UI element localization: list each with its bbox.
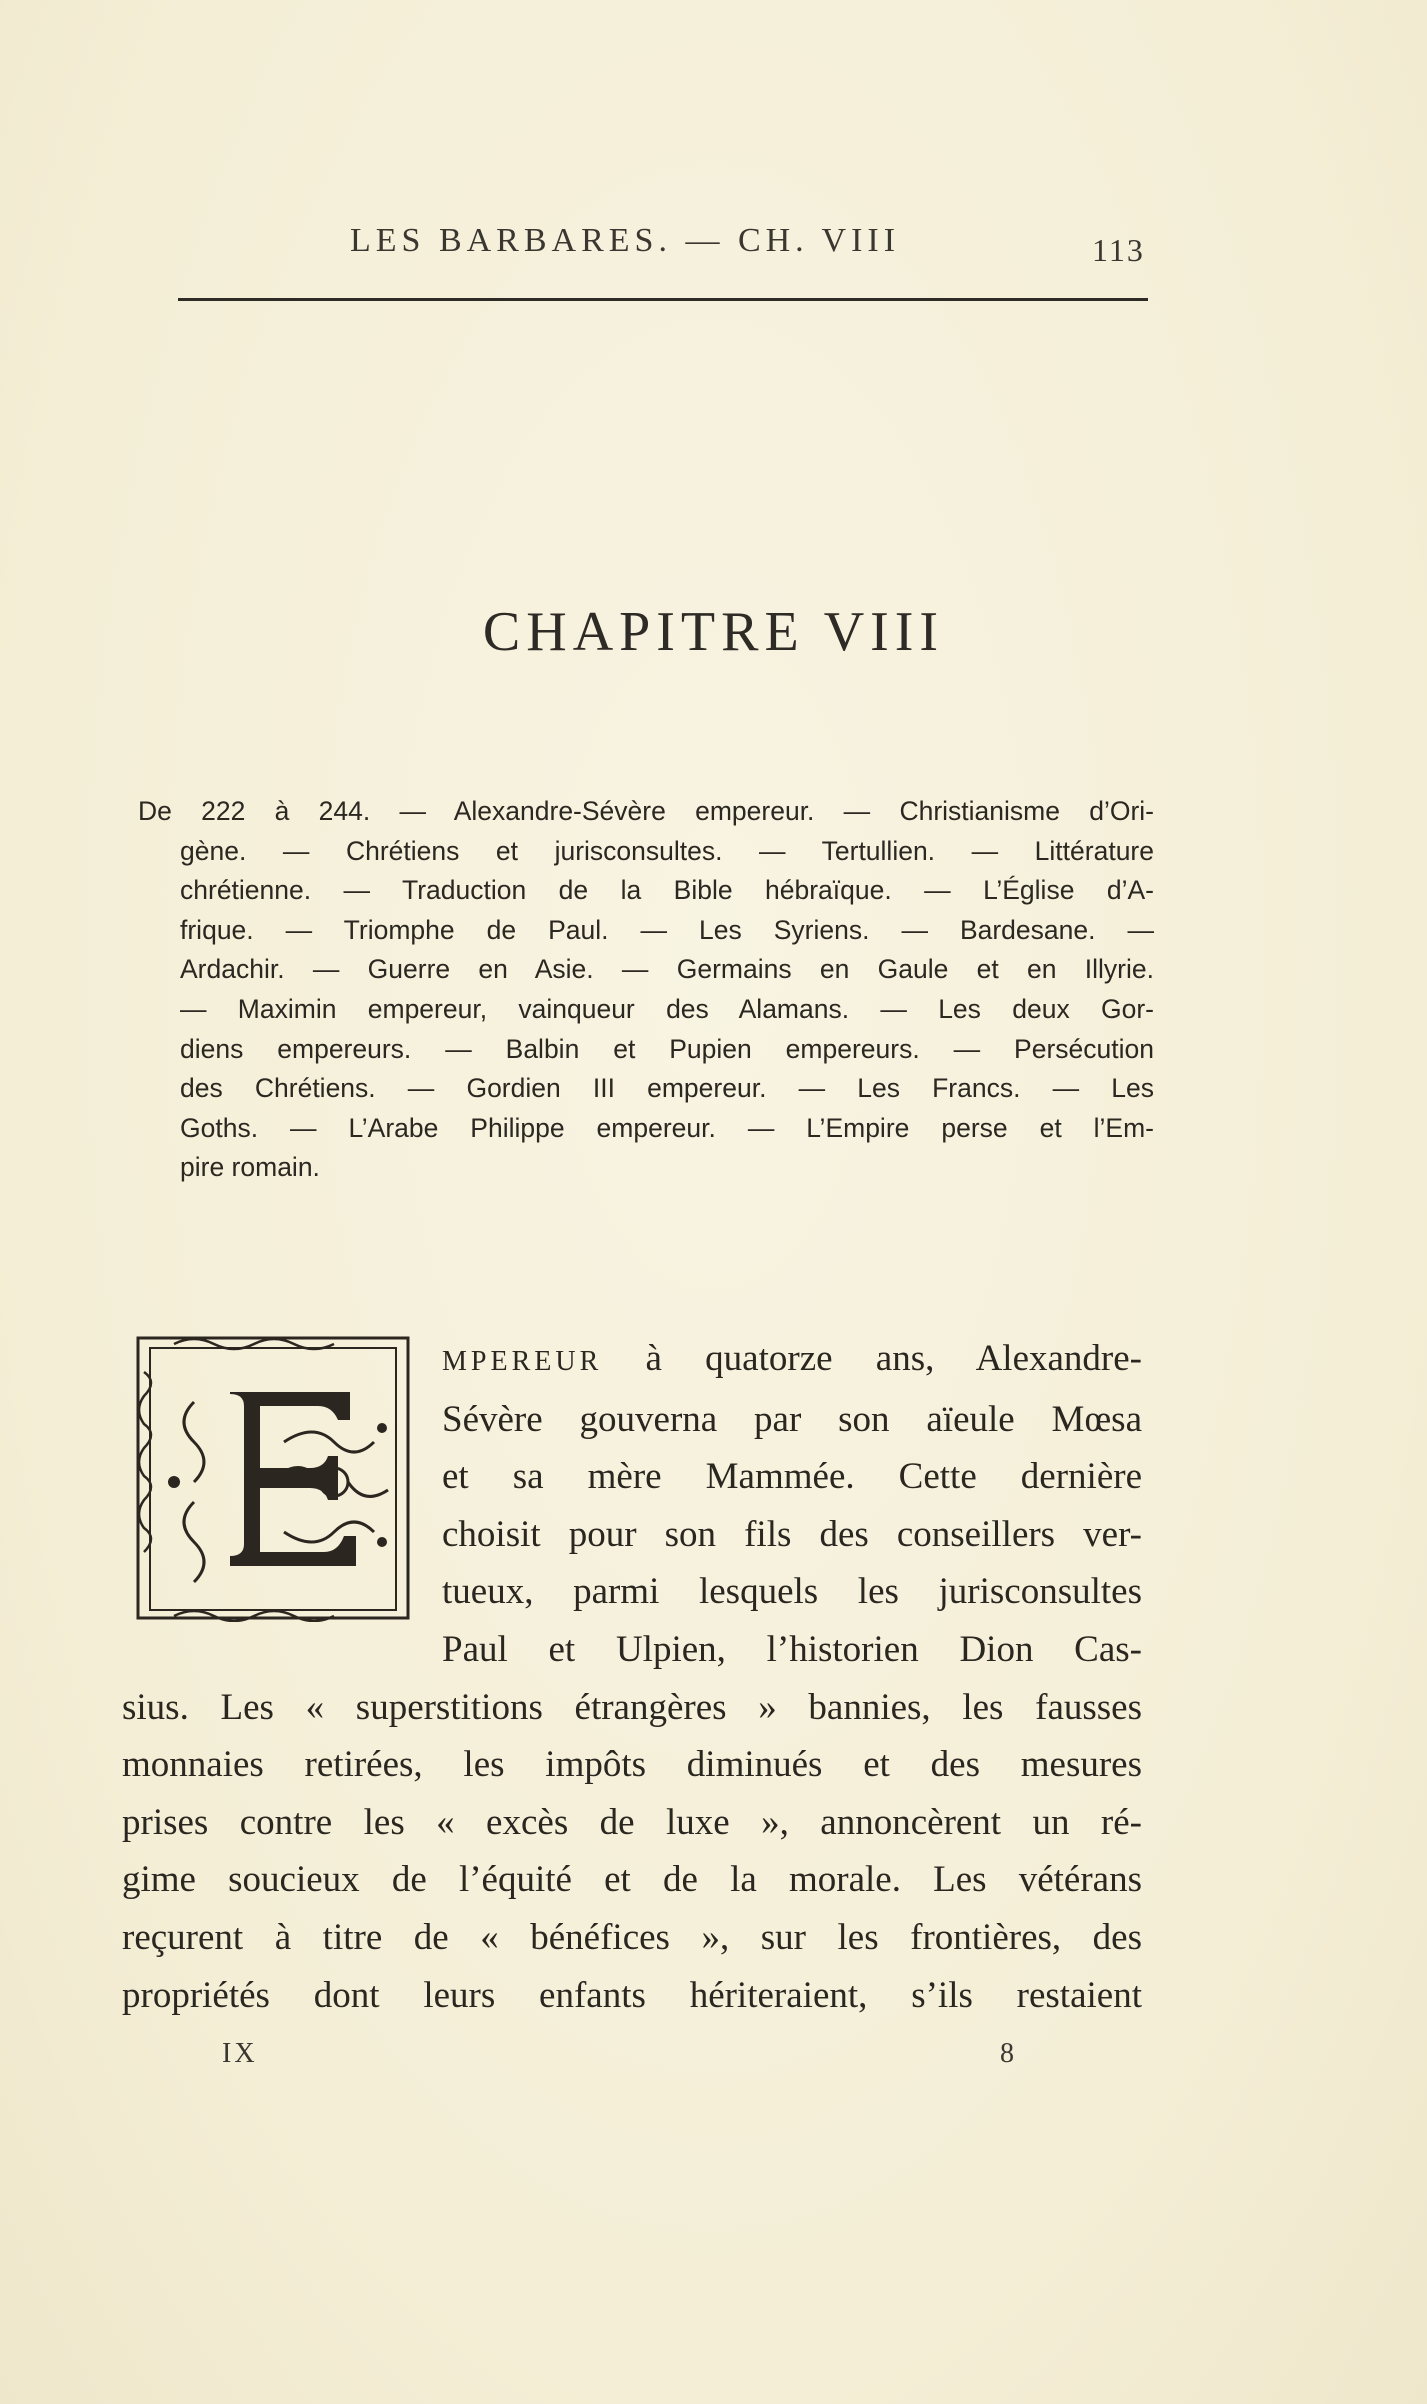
summary-line: Ardachir. — Guerre en Asie. — Germains en Gaule et en Illyrie. xyxy=(180,954,1154,985)
body-line: reçurent à titre de « bénéfices », sur les frontières, des xyxy=(122,1916,1142,1958)
body-line: Paul et Ulpien, l’historien Dion Cas- xyxy=(442,1628,1142,1670)
summary-line: des Chrétiens. — Gordien III empereur. — Les Francs. — Les xyxy=(180,1073,1154,1104)
summary-line: — Maximin empereur, vainqueur des Alamans. — Les deux Gor- xyxy=(180,993,1154,1024)
summary-line: diens empereurs. — Balbin et Pupien empereurs. — Persécution xyxy=(180,1033,1154,1064)
signature-volume: IX xyxy=(222,2038,258,2069)
body-line: tueux, parmi lesquels les jurisconsultes xyxy=(442,1571,1142,1613)
running-title: LES BARBARES. — CH. VIII xyxy=(350,222,901,259)
body-line: prises contre les « excès de luxe », annoncèrent un ré- xyxy=(122,1801,1142,1843)
body-line: gime soucieux de l’équité et de la morale. Les vétérans xyxy=(122,1859,1142,1901)
first-word-smallcaps: MPEREUR xyxy=(442,1346,603,1377)
header-rule xyxy=(178,298,1148,301)
summary-line: pire romain. xyxy=(180,1152,320,1183)
body-text xyxy=(122,1330,1142,2024)
page-number: 113 xyxy=(1092,232,1145,268)
body-line: monnaies retirées, les impôts diminués et des mesures xyxy=(122,1744,1142,1786)
body-line: Sévère gouverna par son aïeule Mœsa xyxy=(442,1398,1142,1440)
summary-line: Goths. — L’Arabe Philippe empereur. — L’Empire perse et l’Em- xyxy=(180,1112,1154,1143)
chapter-title: CHAPITRE VIII xyxy=(482,601,945,663)
body-line: choisit pour son fils des conseillers ver- xyxy=(442,1513,1142,1555)
body-line: sius. Les « superstitions étrangères » bannies, les fausses xyxy=(122,1686,1142,1728)
body-line-first-text: à quatorze ans, Alexandre- xyxy=(602,1338,1142,1379)
signature-number: 8 xyxy=(1000,2038,1014,2069)
summary-line: chrétienne. — Traduction de la Bible hébraïque. — L’Église d’A- xyxy=(180,875,1154,906)
body-line-first xyxy=(122,1330,1142,1391)
chapter-summary xyxy=(138,792,1154,1188)
body-line: et sa mère Mammée. Cette dernière xyxy=(442,1456,1142,1498)
summary-line: De 222 à 244. — Alexandre-Sévère empereur. — Christianisme d’Ori- xyxy=(138,796,1154,826)
summary-line: gène. — Chrétiens et jurisconsultes. — Tertullien. — Littérature xyxy=(180,835,1154,866)
body-line: propriétés dont leurs enfants hériteraient, s’ils restaient xyxy=(122,1974,1142,2016)
summary-line: frique. — Triomphe de Paul. — Les Syriens. — Bardesane. — xyxy=(180,914,1154,945)
